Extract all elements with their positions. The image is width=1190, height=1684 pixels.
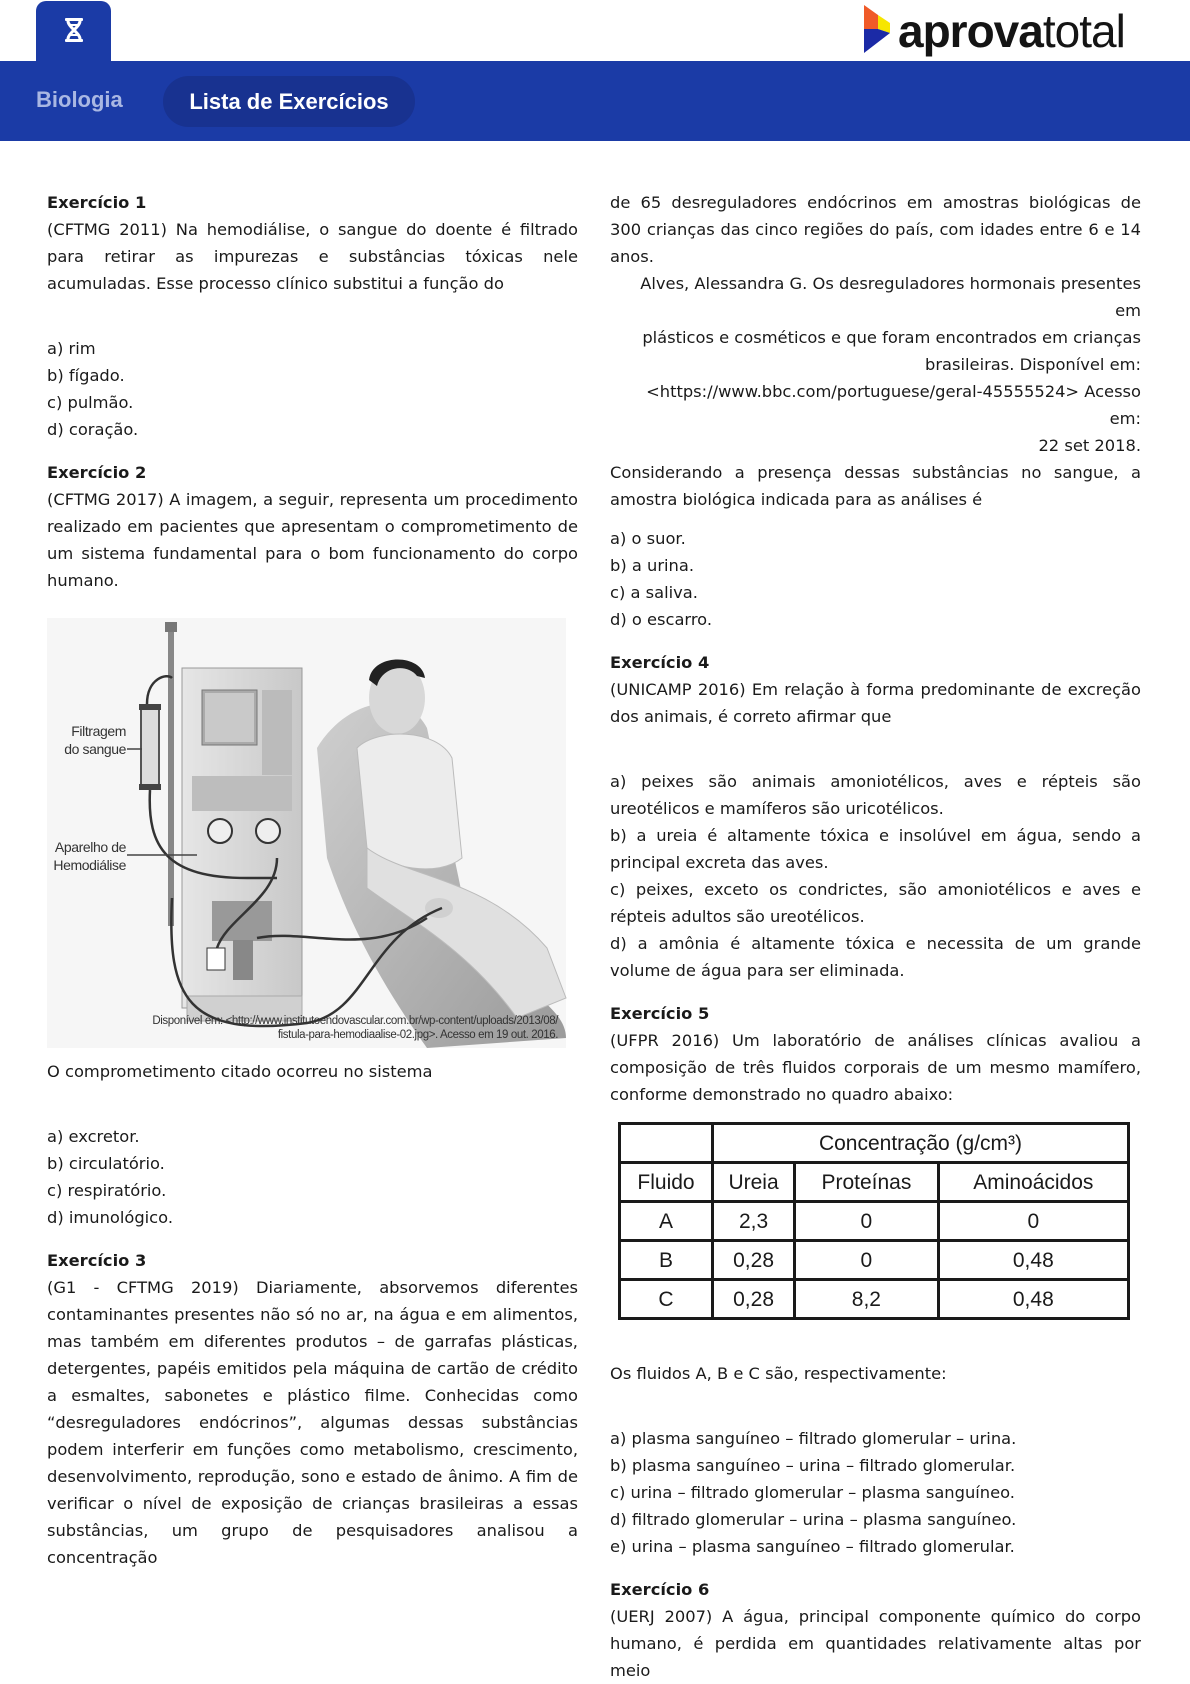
table-row <box>620 1202 1129 1241</box>
exercise-question: O comprometimento citado ocorreu no sistema <box>47 1062 433 1081</box>
exercise-title: Exercício 6 <box>610 1580 710 1599</box>
table-cell: A <box>620 1202 713 1241</box>
header-bar <box>0 61 1190 141</box>
left-column <box>47 189 578 1571</box>
option-b: b) a ureia é altamente tóxica e insolúvel em água, sendo a principal excreta das aves. <box>610 826 1141 872</box>
table-row <box>620 1241 1129 1280</box>
table-cell: B <box>620 1241 713 1280</box>
table-cell: 0,48 <box>938 1241 1128 1280</box>
table-cell: 0 <box>795 1202 938 1241</box>
option-b: b) a urina. <box>610 556 695 575</box>
exercise-question: Considerando a presença dessas substâncias no sangue, a amostra biológica indicada para as análises é <box>610 463 1141 509</box>
hemodialysis-figure <box>47 618 566 1048</box>
exercise-statement: (UNICAMP 2016) Em relação à forma predominante de excreção dos animais, é correto afirmar que <box>610 680 1141 726</box>
option-d: d) a amônia é altamente tóxica e necessita de um grande volume de água para ser eliminada. <box>610 934 1141 980</box>
exercise-statement-part-1: (G1 - CFTMG 2019) Diariamente, absorvemos diferentes contaminantes presentes não só no ar, na água e em alimentos, mas também em diferentes produtos – de garrafas plásticas, detergentes, papéis emitidos pela máquina de cartão de crédito a esmaltes, sabonetes e plástico filme. Conhecidas como “desreguladores endócrinos”, algumas dessas substâncias podem interferir em funções como metabolismo, crescimento, desenvolvimento, reprodução, sono e estado de ânimo. A fim de verificar o nível de exposição de crianças brasileiras a essas substâncias, um grupo de pesquisadores analisou a concentração <box>47 1278 578 1567</box>
figure-credit-line-1: Disponível em: <http://www.institutoendovascular.com.br/wp-content/uploads/2013/08/ <box>152 1015 558 1027</box>
table-header-row <box>620 1163 1129 1202</box>
citation-line-2: plásticos e cosméticos e que foram encontrados em crianças <box>642 328 1141 347</box>
option-a: a) excretor. <box>47 1127 140 1146</box>
exercise-statement-part-2: de 65 desreguladores endócrinos em amostras biológicas de 300 crianças das cinco regiões do país, com idades entre 6 e 14 anos. <box>610 193 1141 266</box>
table-cell: 0,28 <box>712 1280 794 1319</box>
exercise-title: Exercício 2 <box>47 463 147 482</box>
table-cell: 0 <box>938 1202 1128 1241</box>
option-d: d) filtrado glomerular – urina – plasma sanguíneo. <box>610 1510 1017 1529</box>
breadcrumb-section[interactable]: Lista de Exercícios <box>163 76 415 127</box>
option-d: d) imunológico. <box>47 1208 173 1227</box>
figure-credit-line-2: fistula-para-hemodiaalise-02.jpg>. Acesso em 19 out. 2016. <box>277 1029 558 1041</box>
exercise-question: Os fluidos A, B e C são, respectivamente: <box>610 1364 947 1383</box>
breadcrumb-subject[interactable]: Biologia <box>36 87 123 112</box>
option-a: a) plasma sanguíneo – filtrado glomerular – urina. <box>610 1429 1017 1448</box>
exercise-6 <box>610 1576 1141 1684</box>
exercise-5 <box>610 1000 1141 1560</box>
option-e: e) urina – plasma sanguíneo – filtrado glomerular. <box>610 1537 1015 1556</box>
exercise-statement: (UERJ 2007) A água, principal componente químico do corpo humano, é perdida em quantidades relativamente altas por meio <box>610 1607 1141 1680</box>
citation-line-5: 22 set 2018. <box>1038 436 1141 455</box>
concentration-table <box>618 1122 1130 1320</box>
option-a: a) rim <box>47 339 96 358</box>
exercise-statement: (CFTMG 2011) Na hemodiálise, o sangue do doente é filtrado para retirar as impurezas e substâncias tóxicas nele acumuladas. Esse processo clínico substitui a função do <box>47 220 578 293</box>
figure-label-do-sangue: do sangue <box>64 741 126 757</box>
option-a: a) peixes são animais amoniotélicos, aves e répteis são ureotélicos e mamíferos são uricotélicos. <box>610 772 1141 818</box>
option-c: c) a saliva. <box>610 583 698 602</box>
exercise-statement: (UFPR 2016) Um laboratório de análises clínicas avaliou a composição de três fluidos corporais de um mesmo mamífero, conforme demonstrado no quadro abaixo: <box>610 1031 1141 1104</box>
table-cell: C <box>620 1280 713 1319</box>
table-header-cell: Ureia <box>712 1163 794 1202</box>
figure-label-filtragem: Filtragem <box>71 723 126 739</box>
aprova-total-logo[interactable] <box>862 4 1125 58</box>
table-cell: 0 <box>795 1241 938 1280</box>
table-header-cell: Fluido <box>620 1163 713 1202</box>
citation-line-3: brasileiras. Disponível em: <box>925 355 1141 374</box>
aprova-total-logo-icon <box>862 3 898 59</box>
exercise-3 <box>47 1247 578 1571</box>
option-b: b) circulatório. <box>47 1154 165 1173</box>
table-group-header: Concentração (g/cm³) <box>712 1124 1128 1163</box>
logo-word-aprova: aprova <box>898 5 1043 57</box>
exercise-statement: (CFTMG 2017) A imagem, a seguir, representa um procedimento realizado em pacientes que apresentam o comprometimento de um sistema fundamental para o bom funcionamento do corpo humano. <box>47 490 578 590</box>
option-a: a) o suor. <box>610 529 686 548</box>
citation-line-1: Alves, Alessandra G. Os desreguladores hormonais presentes em <box>640 274 1141 320</box>
exercise-1 <box>47 189 578 443</box>
option-c: c) pulmão. <box>47 393 134 412</box>
exercise-3-continued <box>610 189 1141 633</box>
option-d: d) o escarro. <box>610 610 713 629</box>
figure-label-hemodialise: Hemodiálise <box>53 857 126 873</box>
table-row <box>620 1280 1129 1319</box>
subject-tab[interactable] <box>36 1 111 63</box>
exercise-title: Exercício 5 <box>610 1004 710 1023</box>
exercise-4 <box>610 649 1141 984</box>
exercise-title: Exercício 4 <box>610 653 710 672</box>
table-cell: 0,28 <box>712 1241 794 1280</box>
option-d: d) coração. <box>47 420 139 439</box>
exercise-title: Exercício 3 <box>47 1251 147 1270</box>
exercise-title: Exercício 1 <box>47 193 147 212</box>
option-b: b) fígado. <box>47 366 125 385</box>
option-c: c) respiratório. <box>47 1181 167 1200</box>
table-cell: 8,2 <box>795 1280 938 1319</box>
table-cell: 2,3 <box>712 1202 794 1241</box>
option-c: c) peixes, exceto os condrictes, são amoniotélicos e aves e répteis adultos são ureotélicos. <box>610 880 1141 926</box>
table-cell: 0,48 <box>938 1280 1128 1319</box>
hemodialysis-illustration <box>47 618 566 1048</box>
dna-icon <box>63 17 85 47</box>
logo-word-total: total <box>1042 5 1125 57</box>
option-b: b) plasma sanguíneo – urina – filtrado glomerular. <box>610 1456 1016 1475</box>
citation-line-4: <https://www.bbc.com/portuguese/geral-45555524> Acesso em: <box>646 382 1141 428</box>
exercise-2 <box>47 459 578 1231</box>
table-header-cell: Proteínas <box>795 1163 938 1202</box>
right-column <box>610 189 1141 1684</box>
figure-label-aparelho: Aparelho de <box>54 839 126 855</box>
option-c: c) urina – filtrado glomerular – plasma sanguíneo. <box>610 1483 1015 1502</box>
table-corner-cell <box>620 1124 713 1163</box>
citation <box>610 270 1141 459</box>
table-header-cell: Aminoácidos <box>938 1163 1128 1202</box>
